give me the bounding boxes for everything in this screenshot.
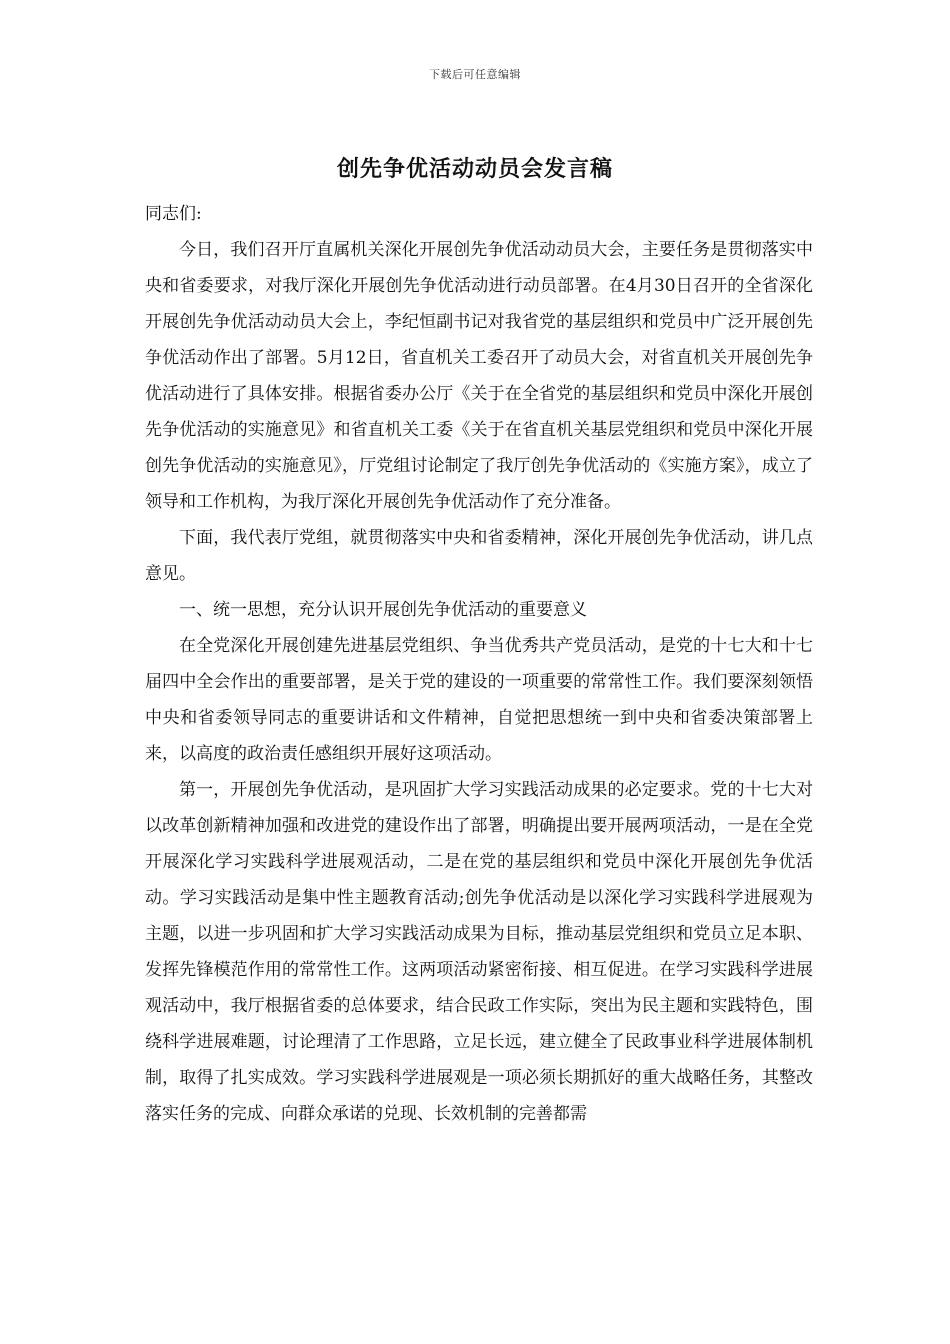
paragraph-intro: 今日，我们召开厅直属机关深化开展创先争优活动动员大会，主要任务是贯彻落实中央和省委要求，对我厅深化开展创先争优活动进行动员部署。在4月30日召开的全省深化开展创先争优活动动员大会上，李纪恒副书记对我省党的基层组织和党员中广泛开展创先争优活动作出了部署。5月12日，省直机关工委召开了动员大会，对省直机关开展创先争优活动进行了具体安排。根据省委办公厅《关于在全省党的基层组织和党员中深化开展创先争优活动的实施意见》和省直机关工委《关于在省直机关基层党组织和党员中深化开展创先争优活动的实施意见》，厅党组讨论制定了我厅创先争优活动的《实施方案》，成立了领导和工作机构，为我厅深化开展创先争优活动作了充分准备。 (145, 240, 813, 512)
document-title: 创先争优活动动员会发言稿 (336, 156, 613, 182)
paragraph-first-point: 第一，开展创先争优活动，是巩固扩大学习实践活动成果的必定要求。党的十七大对以改革创新精神加强和改进党的建设作出了部署，明确提出要开展两项活动，一是在全党开展深化学习实践科学进展观活动，二是在党的基层组织和党员中深化开展创先争优活动。学习实践活动是集中性主题教育活动;创先争优活动是以深化学习实践科学进展观为主题，以进一步巩固和扩大学习实践活动成果为目标，推动基层党组织和党员立足本职、发挥先锋模范作用的常常性工作。这两项活动紧密衔接、相互促进。在学习实践科学进展观活动中，我厅根据省委的总体要求，结合民政工作实际，突出为民主题和实践特色，围绕科学进展难题，讨论理清了工作思路，立足长远，建立健全了民政事业科学进展体制机制，取得了扎实成效。学习实践科学进展观是一项必须长期抓好的重大战略任务，其整改落实任务的完成、向群众承诺的兑现、长效机制的完善都需 (145, 780, 813, 1124)
salutation: 同志们: (145, 204, 202, 224)
section-heading-1: 一、统一思想，充分认识开展创先争优活动的重要意义 (179, 600, 587, 620)
header-note: 下载后可任意编辑 (429, 68, 521, 81)
paragraph-transition: 下面，我代表厅党组，就贯彻落实中央和省委精神，深化开展创先争优活动，讲几点意见。 (145, 528, 813, 584)
document-body (145, 196, 813, 1132)
paragraph-significance: 在全党深化开展创建先进基层党组织、争当优秀共产党员活动，是党的十七大和十七届四中全会作出的重要部署，是关于党的建设的一项重要的常常性工作。我们要深刻领悟中央和省委领导同志的重要讲话和文件精神，自觉把思想统一到中央和省委决策部署上来，以高度的政治责任感组织开展好这项活动。 (145, 636, 813, 764)
